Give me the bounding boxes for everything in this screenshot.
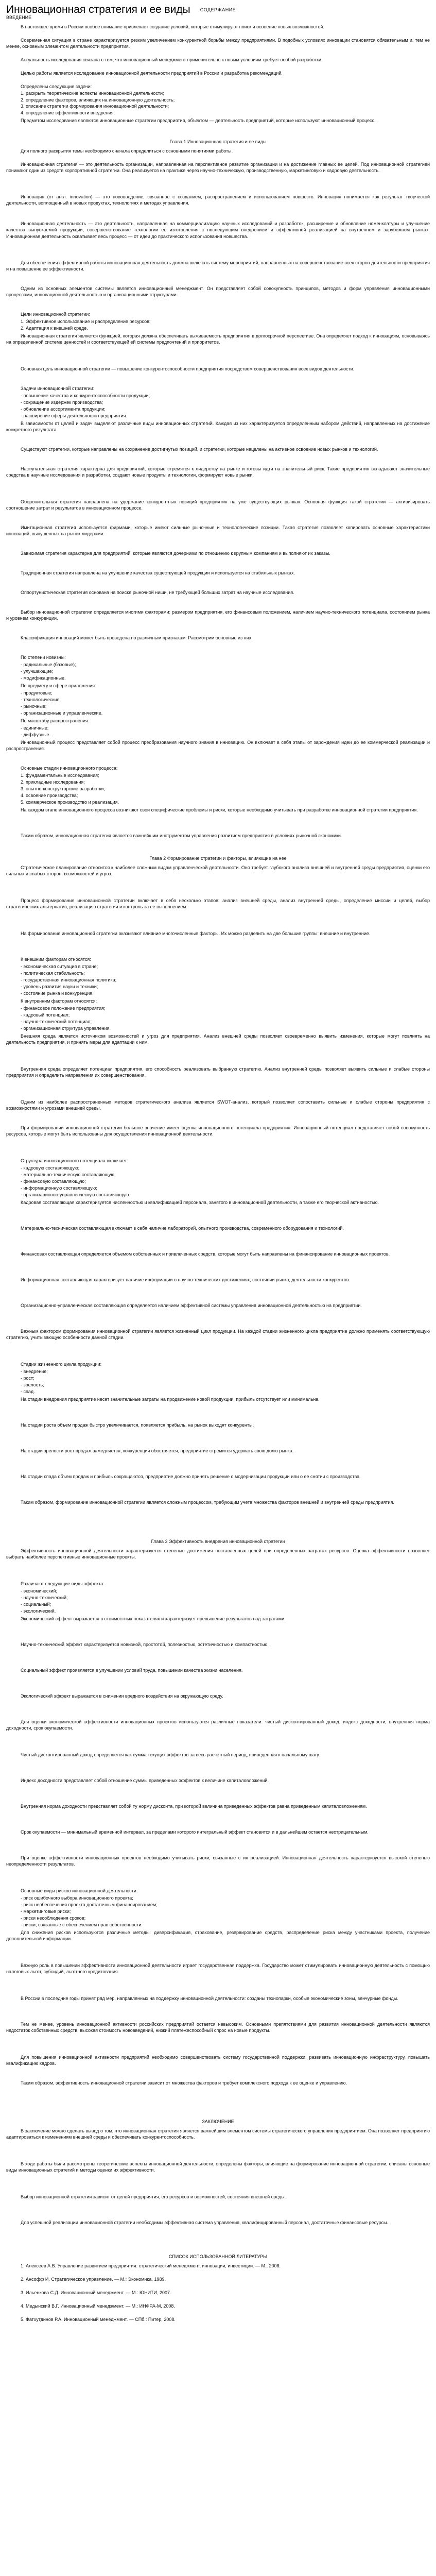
paragraph: По масштабу распространения: [21, 718, 90, 723]
paragraph: Информационная составляющая характеризует наличие информации о научно-технических достижениях, состоянии рынка, деятельности конкурентов. [21, 1277, 351, 1282]
paragraph: Важную роль в повышении эффективности инновационной деятельности играет государственная поддержка. Государство может стимулировать инновационную деятельность с помощью налоговых льгот, субсидий, льготного кредитования. [6, 1963, 430, 1975]
list-item: - диффузные. [21, 732, 51, 737]
list-item: 1. Эффективное использование и распределение ресурсов; [21, 319, 151, 324]
paragraph: Тем не менее, уровень инновационной активности российских предприятий остается невысоким. Основными препятствиями для развития инновационной деятельности являются недостаток собственных средств, высокая стоимость нововведений, низкий платежеспособный спрос на новые продукты. [6, 2022, 430, 2033]
paragraph: Кадровая составляющая характеризуется численностью и квалификацией персонала, занятого в инновационной деятельности, а также его творческой активностью. [21, 1200, 379, 1205]
list-item: - внедрение; [21, 1369, 48, 1374]
paragraph: Для повышения инновационной активности предприятий необходимо совершенствовать систему государственной поддержки, развивать инновационную инфраструктуру, повышать квалификацию кадров. [6, 2055, 430, 2066]
paragraph: Оппортунистическая стратегия основана на поиске рыночной ниши, не требующей больших затрат на научные исследования. [21, 590, 294, 595]
list-item: - радикальные (базовые); [21, 662, 76, 667]
list-item: 1. фундаментальные исследования; [21, 773, 99, 778]
paragraph: По предмету и сфере приложения: [21, 683, 96, 688]
list-item: - уровень развития науки и техники; [21, 984, 98, 989]
paragraph: На каждом этапе инновационного процесса возникают свои специфические проблемы и риски, которые необходимо учитывать при разработке инновационной стратегии предприятия. [21, 807, 418, 812]
paragraph: При формировании инновационной стратегии большое значение имеет оценка инновационного потенциала предприятия. Инновационный потенциал представляет собой совокупность ресурсов, которые могут быть использованы для осуществления инновационной деятельности. [6, 1125, 430, 1137]
list-item: - продуктовые; [21, 690, 53, 696]
paragraph: При оценке эффективности инновационных проектов необходимо учитывать риски, связанные с их реализацией. Инновационная деятельность характеризуется высокой степенью неопределенности результатов. [6, 1855, 430, 1867]
paragraph: 3. Ильенкова С.Д. Инновационный менеджмент. — М.: ЮНИТИ, 2007. [21, 2290, 171, 2295]
paragraph: Целью работы является исследование инновационной деятельности предприятий в России и разработка рекомендаций. [21, 71, 283, 76]
list-item: - организационно-управленческую составляющую. [21, 1192, 130, 1197]
paragraph: Научно-технический эффект характеризуется новизной, простотой, полезностью, эстетичностью и компактностью. [21, 1642, 269, 1647]
paragraph: Для снижения рисков используются различные методы: диверсификация, страхование, резервирование средств, распределение риска между участниками проекта, получение дополнительной информации. [6, 1930, 430, 1942]
paragraph: Наступательная стратегия характерна для предприятий, которые стремятся к лидерству на рынке и готовы идти на значительный риск. Такие предприятия вкладывают значительные средства в научные исследования и разработки, создают новые продукты и технологии, формируют новые рынки. [6, 466, 430, 478]
paragraph: Стадии жизненного цикла продукции: [21, 1362, 102, 1367]
paragraph: Выбор инновационной стратегии зависит от целей предприятия, его ресурсов и возможностей, состояния внешней среды. [21, 2194, 286, 2199]
paragraph: 2. Ансофф И. Стратегическое управление. — М.: Экономика, 1989. [21, 2277, 166, 2282]
paragraph: Цели инновационной стратегии: [21, 312, 90, 317]
paragraph: Срок окупаемости — минимальный временной интервал, за пределами которого интегральный эффект становится и в дальнейшем остается неотрицательным. [21, 1829, 369, 1835]
list-item: 3. опытно-конструкторские разработки; [21, 786, 106, 791]
section-heading: СПИСОК ИСПОЛЬЗОВАННОЙ ЛИТЕРАТУРЫ [168, 2254, 268, 2259]
paragraph: Имитационная стратегия используется фирмами, которые имеют сильные рыночные и технологические позиции. Такая стратегия позволяет копировать основные характеристики инноваций, выпущенных на рынок лидерами. [6, 525, 430, 537]
paragraph: Экологический эффект выражается в снижении вредного воздействия на окружающую среду. [21, 1693, 223, 1699]
list-item: - состояние рынка и конкуренция. [21, 991, 94, 996]
paragraph: Для обеспечения эффективной работы инновационная деятельность должна включать систему мероприятий, направленных на совершенствование всех сторон деятельности предприятия и на повышение ее эффективности. [6, 260, 430, 272]
paragraph: Инновация (от англ. innovation) — это нововведение, связанное с созданием, распространением и использованием новшеств. Инновация понимается как результат творческой деятельности, воплощенный в новых продуктах, технологиях и методах управления. [6, 194, 430, 206]
paragraph: Предметом исследования являются инновационные стратегии предприятия, объектом — деятельность предприятий, которые используют инновационный процесс. [21, 118, 376, 123]
paragraph: Внутренняя среда определяет потенциал предприятия, его способность реализовать выбранную стратегию. Анализ внутренней среды позволяет выявить сильные и слабые стороны предприятия и определить направления их совершенствования. [6, 1066, 430, 1078]
list-item: - финансовое положение предприятия; [21, 1006, 106, 1011]
list-item: - рыночные; [21, 704, 47, 709]
section-heading: Глава 2 Формирование стратегии и факторы, влияющие на нее [149, 856, 287, 861]
paragraph: Эффективность инновационной деятельности характеризуется степенью достижения поставленных целей при определенных затратах ресурсов. Оценка эффективности позволяет выбрать наиболее перспективные инновационные проекты. [6, 1548, 430, 1560]
paragraph: Материально-техническая составляющая включает в себя наличие лабораторий, опытного производства, современного оборудования и технологий. [21, 1226, 344, 1231]
paragraph: Социальный эффект проявляется в улучшении условий труда, повышении качества жизни населения. [21, 1668, 243, 1673]
paragraph: Внешняя среда является источником возможностей и угроз для предприятия. Анализ внешней среды позволяет своевременно выявить изменения, которые могут повлиять на деятельность предприятия, и принять меры для адаптации к ним. [6, 1033, 430, 1045]
paragraph: Экономический эффект выражается в стоимостных показателях и характеризует превышение результатов над затратами. [21, 1616, 286, 1621]
document-title: Инновационная стратегия и ее виды [6, 4, 190, 15]
list-item: - улучшающие; [21, 669, 54, 674]
list-item: - материально-техническую составляющую; [21, 1172, 116, 1177]
paragraph: Классификация инноваций может быть проведена по различным признакам. Рассмотрим основные из них. [21, 635, 253, 640]
list-item: - рост; [21, 1376, 34, 1381]
paragraph: 4. Медынский В.Г. Инновационный менеджмент. — М.: ИНФРА-М, 2008. [21, 2303, 175, 2309]
list-item: - информационную составляющую; [21, 1185, 97, 1191]
paragraph: Для полного раскрытия темы необходимо сначала определиться с основными понятиями работы. [21, 148, 233, 154]
list-item: 5. коммерческое производство и реализация. [21, 800, 119, 805]
list-item: - экономическая ситуация в стране; [21, 964, 98, 969]
list-item: - риски, связанные с обеспечением прав собственности. [21, 1922, 143, 1927]
paragraph: Современная ситуация в стране характеризуется резким увеличением конкурентной борьбы между предприятиями. В подобных условиях инновации становятся обязательным и, тем не менее, основным элементом деятельности предприятия. [6, 38, 430, 49]
paragraph: 5. Фатхутдинов Р.А. Инновационный менеджмент. — СПб.: Питер, 2008. [21, 2317, 176, 2322]
paragraph: В настоящее время в России особое внимание привлекает создание условий, которые стимулируют поиск и освоение новых возможностей. [21, 24, 324, 29]
list-item: - кадровую составляющую; [21, 1165, 80, 1171]
list-item: - маркетинговые риски; [21, 1909, 71, 1914]
paragraph: На стадии роста объем продаж быстро увеличивается, появляется прибыль, на рынок выходят конкуренты. [21, 1422, 254, 1428]
paragraph: Таким образом, эффективность инновационной стратегии зависит от множества факторов и требует комплексного подхода к ее оценке и управлению. [21, 2080, 347, 2086]
section-heading: Глава 1 Инновационная стратегия и ее виды [169, 139, 267, 144]
list-item: 2. Адаптация к внешней среде. [21, 326, 88, 331]
paragraph: На стадии внедрения предприятие несет значительные затраты на продвижение новой продукции, прибыль отсутствует или минимальна. [21, 1397, 320, 1402]
paragraph: На формирование инновационной стратегии оказывают влияние многочисленные факторы. Их можно разделить на две большие группы: внешние и внутренние. [21, 931, 371, 936]
section-heading: ВВЕДЕНИЕ [6, 15, 32, 20]
paragraph: На стадии спада объем продаж и прибыль сокращаются, предприятие должно принять решение о модернизации продукции или о ее снятии с производства. [21, 1474, 361, 1479]
paragraph: Внутренняя норма доходности представляет собой ту норму дисконта, при которой величина приведенных эффектов равна приведенным капиталовложениям. [21, 1804, 367, 1809]
paragraph: В ходе работы были рассмотрены теоретические аспекты инновационной деятельности, определены факторы, влияющие на формирование инновационной стратегии, описаны основные виды инновационных стратегий и методы оценки их эффективности. [6, 2161, 430, 2173]
list-item: - организационная структура управления. [21, 1026, 111, 1031]
paragraph: Актуальность исследования связана с тем, что инновационный менеджмент применительно к новым условиям требует особой разработки. [21, 57, 323, 62]
paragraph: Определены следующие задачи: [21, 84, 92, 89]
list-item: - финансовую составляющую; [21, 1179, 86, 1184]
paragraph: Финансовая составляющая определяется объемом собственных и привлеченных средств, которые могут быть направлены на финансирование инновационных проектов. [21, 1251, 390, 1257]
paragraph: Оборонительная стратегия направлена на удержание конкурентных позиций предприятия на уже существующих рынках. Основная функция такой стратегии — активизировать соотношение затрат и результатов в инновационном процессе. [6, 499, 430, 511]
list-item: 1. раскрыть теоретические аспекты инновационной деятельности; [21, 91, 164, 96]
paragraph: На стадии зрелости рост продаж замедляется, конкуренция обостряется, предприятие стремится удержать свою долю рынка. [21, 1448, 294, 1453]
paragraph: Для успешной реализации инновационной стратегии необходимы эффективная система управления, квалифицированный персонал, достаточные финансовые ресурсы. [21, 2220, 389, 2225]
contents-label: СОДЕРЖАНИЕ [200, 7, 236, 12]
paragraph: Инновационная деятельность — это деятельность, направленная на коммерциализацию научных исследований и разработок, расширение и обновление номенклатуры и улучшение качества выпускаемой продукции, совершенствование технологии ее изготовления с последующим внедрением и эффективной реализацией на внутреннем и зарубежном рынках. Инновационная деятельность охватывает весь процесс — от идеи до практического использования новшества. [6, 221, 430, 239]
paragraph: Выбор инновационной стратегии определяется многими факторами: размером предприятия, его финансовым положением, наличием научно-технического потенциала, состоянием рынка и уровнем конкуренции. [6, 609, 430, 621]
list-item: - кадровый потенциал; [21, 1012, 70, 1018]
paragraph: Инновационная стратегия — это деятельность организации, направленная на перспективное развитие организации и на достижение главных ее целей. Под инновационной стратегией понимают один из средств корпоративной стратегии. Она реализуется на практике через научно-техническую, производственную, маркетинговую и кадровую деятельность. [6, 162, 430, 174]
list-item: - экологический. [21, 1608, 56, 1614]
section-heading: Глава 3 Эффективность внедрения инновационной стратегии [151, 1539, 285, 1544]
paragraph: Одним из наиболее распространенных методов стратегического анализа является SWOT-анализ, который позволяет сопоставить сильные и слабые стороны предприятия с возможностями и угрозами внешней среды. [6, 1099, 430, 1111]
list-item: - политическая стабильность; [21, 971, 85, 976]
list-item: - экономический; [21, 1588, 58, 1594]
list-item: - модификационные. [21, 675, 66, 681]
paragraph: Инновационный процесс представляет собой процесс преобразования научного знания в инновацию. Он включает в себя этапы от зарождения идеи до ее коммерческой реализации и распространения. [6, 740, 430, 752]
list-item: - зрелость; [21, 1382, 44, 1387]
list-item: 3. описание стратегии формирования инновационной деятельности; [21, 104, 169, 109]
paragraph: Важным фактором формирования инновационной стратегии является жизненный цикл продукции. На каждой стадии жизненного цикла предприятие должно применять соответствующую стратегию, учитывающую особенности данной стадии. [6, 1329, 430, 1341]
list-item: 4. освоение производства; [21, 793, 78, 798]
paragraph: К внутренним факторам относятся: [21, 998, 97, 1004]
paragraph: Задачи инновационной стратегии: [21, 386, 95, 391]
list-item: - риск необеспечения проекта достаточным финансированием; [21, 1902, 158, 1907]
paragraph: Традиционная стратегия направлена на улучшение качества существующей продукции и используется на стабильных рынках. [21, 570, 295, 575]
paragraph: Организационно-управленческая составляющая определяется наличием эффективной системы управления инновационной деятельностью на предприятии. [21, 1303, 362, 1308]
list-item: 2. определение факторов, влияющих на инновационную деятельность; [21, 97, 175, 103]
list-item: - социальный; [21, 1602, 51, 1607]
paragraph: В зависимости от целей и задач выделяют различные виды инновационных стратегий. Каждая из них характеризуется определенным набором действий, направленных на достижение конкретного результата. [6, 421, 430, 433]
paragraph: Основная цель инновационной стратегии — повышение конкурентоспособности предприятия посредством совершенствования всех видов деятельности. [21, 366, 355, 371]
paragraph: Чистый дисконтированный доход определяется как сумма текущих эффектов за весь расчетный период, приведенная к начальному шагу. [21, 1752, 320, 1757]
paragraph: Инновационная стратегия является функцией, которая должна обеспечивать выживаемость предприятия в долгосрочной перспективе. Она определяет подход к инновациям, основываясь на определенной системе ценностей и соответствующей ей системы предпочтений и приоритетов. [6, 333, 430, 345]
paragraph: Одним из основных элементов системы является инновационный менеджмент. Он представляет собой совокупность принципов, методов и форм управления инновационными процессами, инновационной деятельностью и организационными структурами. [6, 286, 430, 298]
paragraph: Таким образом, формирование инновационной стратегии является сложным процессом, требующим учета множества факторов внешней и внутренней среды предприятия. [21, 1500, 394, 1505]
paragraph: Индекс доходности представляет собой отношение суммы приведенных эффектов к величине капиталовложений. [21, 1778, 269, 1783]
paragraph: Таким образом, инновационная стратегия является важнейшим инструментом управления развитием предприятия в условиях рыночной экономики. [21, 833, 342, 838]
section-heading: ЗАКЛЮЧЕНИЕ [202, 2119, 234, 2124]
list-item: - технологические; [21, 697, 61, 702]
paragraph: Процесс формирования инновационной стратегии включает в себя несколько этапов: анализ внешней среды, анализ внутренней среды, определение миссии и целей, выбор стратегических альтернатив, реализацию стратегии и контроль за ее выполнением. [6, 898, 430, 910]
list-item: - сокращение издержек производства; [21, 400, 103, 405]
list-item: - единичные; [21, 725, 49, 731]
paragraph: Для оценки экономической эффективности инновационных проектов используются различные показатели: чистый дисконтированный доход, индекс доходности, внутренняя норма доходности, срок окупаемости. [6, 1719, 430, 1731]
paragraph: Основные стадии инновационного процесса: [21, 766, 118, 771]
list-item: 4. определение эффективности внедрения. [21, 110, 115, 115]
list-item: - риск ошибочного выбора инновационного проекта; [21, 1895, 133, 1901]
paragraph: Различают следующие виды эффекта: [21, 1581, 104, 1586]
paragraph: Структура инновационного потенциала включает: [21, 1158, 128, 1163]
list-item: - повышение качества и конкурентоспособности продукции; [21, 393, 150, 398]
paragraph: Существуют стратегии, которые направлены на сохранение достигнутых позиций, и стратегии, которые нацелены на активное освоение новых рынков и технологий. [21, 447, 378, 452]
paragraph: К внешним факторам относятся: [21, 957, 91, 962]
list-item: - риски несоблюдения сроков; [21, 1916, 86, 1921]
list-item: - научно-технический; [21, 1595, 68, 1600]
paragraph: 1. Алексеев А.В. Управление развитием предприятия: стратегический менеджмент, инновации, инвестиции. — М., 2008. [21, 2263, 281, 2268]
paragraph: В России в последние годы принят ряд мер, направленных на поддержку инновационной деятельности: созданы технопарки, особые экономические зоны, венчурные фонды. [21, 1996, 398, 2001]
list-item: - научно-технический потенциал; [21, 1019, 92, 1024]
paragraph: Основные виды рисков инновационной деятельности: [21, 1888, 138, 1893]
paragraph: По степени новизны: [21, 655, 66, 660]
list-item: - государственная инновационная политика; [21, 977, 117, 982]
paragraph: В заключение можно сделать вывод о том, что инновационная стратегия является важнейшим элементом системы стратегического управления предприятием. Она позволяет предприятию адаптироваться к изменениям внешней среды и обеспечивать конкурентоспособность. [6, 2128, 430, 2140]
list-item: - расширение сферы деятельности предприятия. [21, 413, 127, 418]
paragraph: Зависимая стратегия характерна для предприятий, которые являются дочерними по отношению к крупным компаниям и выполняют их заказы. [21, 551, 330, 556]
list-item: 2. прикладные исследования; [21, 779, 85, 785]
list-item: - обновление ассортимента продукции; [21, 406, 106, 412]
list-item: - спад. [21, 1389, 35, 1394]
list-item: - организационные и управленческие. [21, 710, 103, 716]
paragraph: Стратегическое планирование относится к наиболее сложным видам управленческой деятельности. Оно требует глубокого анализа внешней и внутренней среды предприятия, оценки его сильных и слабых сторон, возможностей и угроз. [6, 865, 430, 877]
